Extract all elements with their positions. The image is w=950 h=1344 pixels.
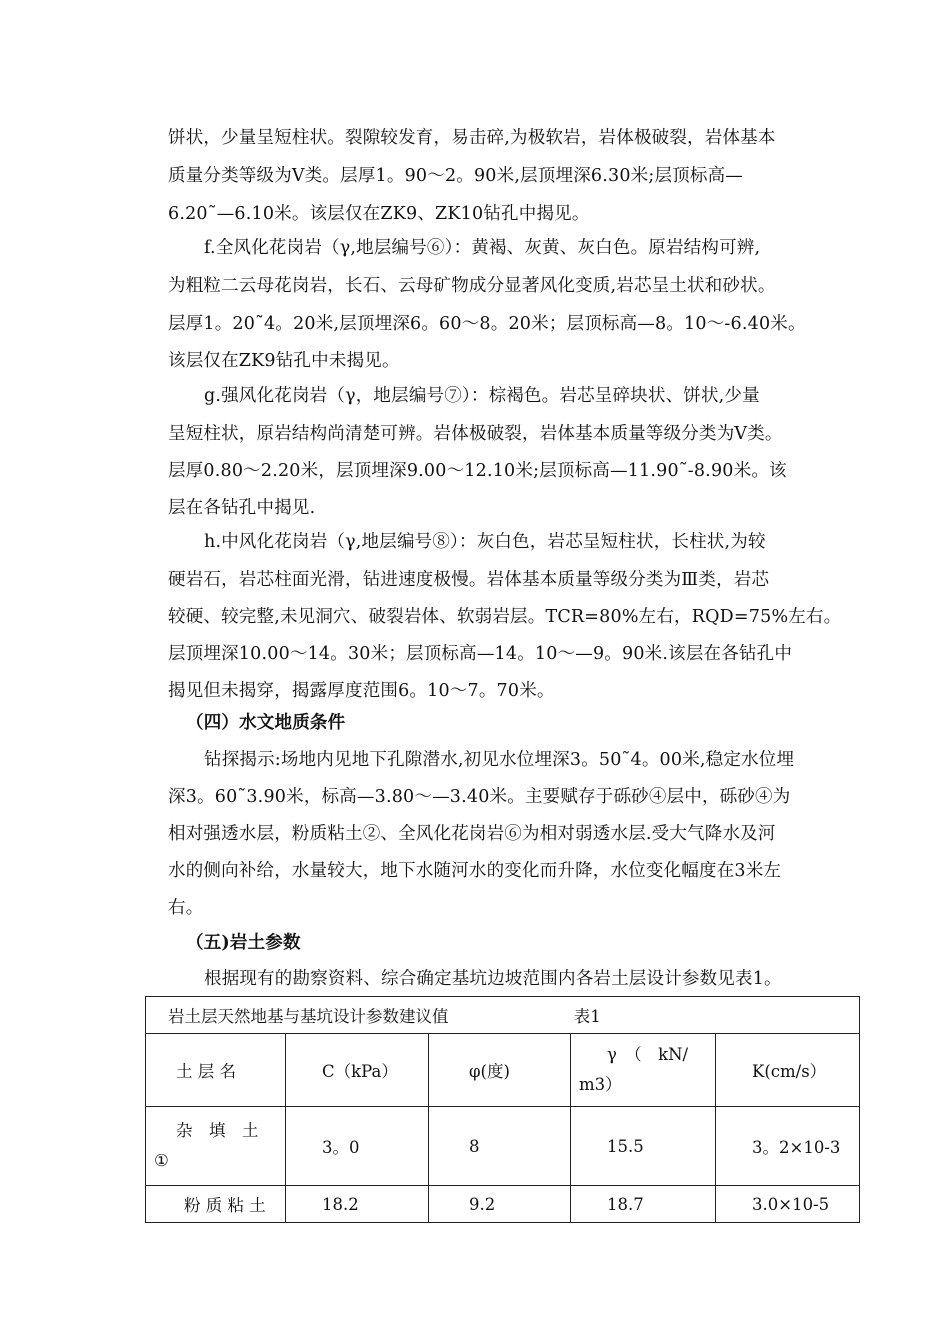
- text-line: 层厚0.80～2.20米，层顶埋深9.00～12.10米;层顶标高—11.90˜-8.90米。该: [168, 461, 787, 481]
- text-line: 右。: [168, 898, 204, 918]
- table-caption-title: 岩土层天然地基与基坑设计参数建议值: [168, 1007, 449, 1026]
- text-line: 钻探揭示:场地内见地下孔隙潜水,初见水位埋深3。50˜4。00米,稳定水位埋: [204, 750, 795, 770]
- header-unit-weight-line1: γ （ kN/: [607, 1045, 689, 1064]
- header-friction-angle: φ(度): [429, 1034, 571, 1107]
- text-line: 相对强透水层，粉质粘土②、全风化花岗岩⑥为相对弱透水层.受大气降水及河: [168, 824, 776, 844]
- text-line: 6.20˜—6.10米。该层仅在ZK9、ZK10钻孔中揭见。: [168, 204, 590, 224]
- table-caption: [146, 997, 860, 1034]
- text-line: 根据现有的勘察资料、综合确定基坑边坡范围内各岩土层设计参数见表1。: [204, 969, 782, 989]
- text-line: g.强风化花岗岩（γ，地层编号⑦）：棕褐色。岩芯呈碎块状、饼状,少量: [204, 386, 760, 406]
- table-header-row: [146, 1034, 860, 1107]
- section-heading: （四）水文地质条件: [186, 713, 346, 733]
- header-unit-weight: [571, 1034, 716, 1107]
- text-line: f.全风化花岗岩（γ,地层编号⑥）：黄褐、灰黄、灰白色。原岩结构可辨,: [204, 238, 761, 258]
- text-line: 呈短柱状，原岩结构尚清楚可辨。岩体极破裂，岩体基本质量等级分类为Ⅴ类。: [168, 424, 783, 444]
- header-soil-name: 土 层 名: [146, 1034, 286, 1107]
- cell-permeability: 3。2×10-3: [716, 1107, 860, 1186]
- table-caption-row: [146, 997, 860, 1034]
- text-line: 层在各钻孔中揭见.: [168, 498, 316, 518]
- text-line: 层厚1。20˜4。20米,层顶埋深6。60～8。20米；层顶标高—8。10～-6.40米。: [168, 314, 806, 334]
- cell-permeability: 3.0×10-5: [716, 1186, 860, 1223]
- section-heading: （五)岩土参数: [186, 933, 301, 953]
- cell-cohesion: 3。0: [286, 1107, 429, 1186]
- text-line: 硬岩石，岩芯柱面光滑，钻进速度极慢。岩体基本质量等级分类为Ⅲ类，岩芯: [168, 570, 770, 590]
- text-line: h.中风化花岗岩（γ,地层编号⑧）：灰白色，岩芯呈短柱状，长柱状,为较: [204, 532, 766, 552]
- cell-cohesion: 18.2: [286, 1186, 429, 1223]
- cell-soil-name-line1: 杂 填 土: [176, 1121, 259, 1140]
- text-line: 较硬、较完整,未见洞穴、破裂岩体、软弱岩层。TCR=80%左右，RQD=75%左右。: [168, 607, 842, 627]
- cell-unit-weight: 18.7: [571, 1186, 716, 1223]
- text-line: 饼状，少量呈短柱状。裂隙较发育，易击碎,为极软岩，岩体极破裂，岩体基本: [168, 128, 776, 148]
- cell-soil-name-line2: ①: [154, 1151, 169, 1170]
- parameter-table: [145, 996, 860, 1223]
- cell-friction-angle: 8: [429, 1107, 571, 1186]
- text-line: 水的侧向补给，水量较大，地下水随河水的变化而升降，水位变化幅度在3米左: [168, 861, 782, 881]
- text-line: 揭见但未揭穿，揭露厚度范围6。10～7。70米。: [168, 681, 555, 701]
- table-caption-number: 表1: [573, 1007, 601, 1026]
- cell-unit-weight: 15.5: [571, 1107, 716, 1186]
- text-line: 质量分类等级为Ⅴ类。层厚1。90～2。90米,层顶埋深6.30米;层顶标高—: [168, 166, 743, 186]
- text-line: 层顶埋深10.00～14。30米；层顶标高—14。10～—9。90米.该层在各钻孔中: [168, 644, 793, 664]
- table-row: [146, 1107, 860, 1186]
- table-row: [146, 1186, 860, 1223]
- text-line: 为粗粒二云母花岗岩，长石、云母矿物成分显著风化变质,岩芯呈土状和砂状。: [168, 276, 776, 296]
- text-line: 深3。60˜3.90米，标高—3.80～—3.40米。主要赋存于砾砂④层中，砾砂④为: [168, 787, 791, 807]
- header-unit-weight-line2: m3）: [579, 1075, 622, 1094]
- header-cohesion: C（kPa）: [286, 1034, 429, 1107]
- cell-friction-angle: 9.2: [429, 1186, 571, 1223]
- cell-soil-name: 粉 质 粘 土: [146, 1186, 286, 1223]
- text-line: 该层仅在ZK9钻孔中未揭见。: [168, 351, 400, 371]
- cell-soil-name: [146, 1107, 286, 1186]
- header-permeability: K(cm/s）: [716, 1034, 860, 1107]
